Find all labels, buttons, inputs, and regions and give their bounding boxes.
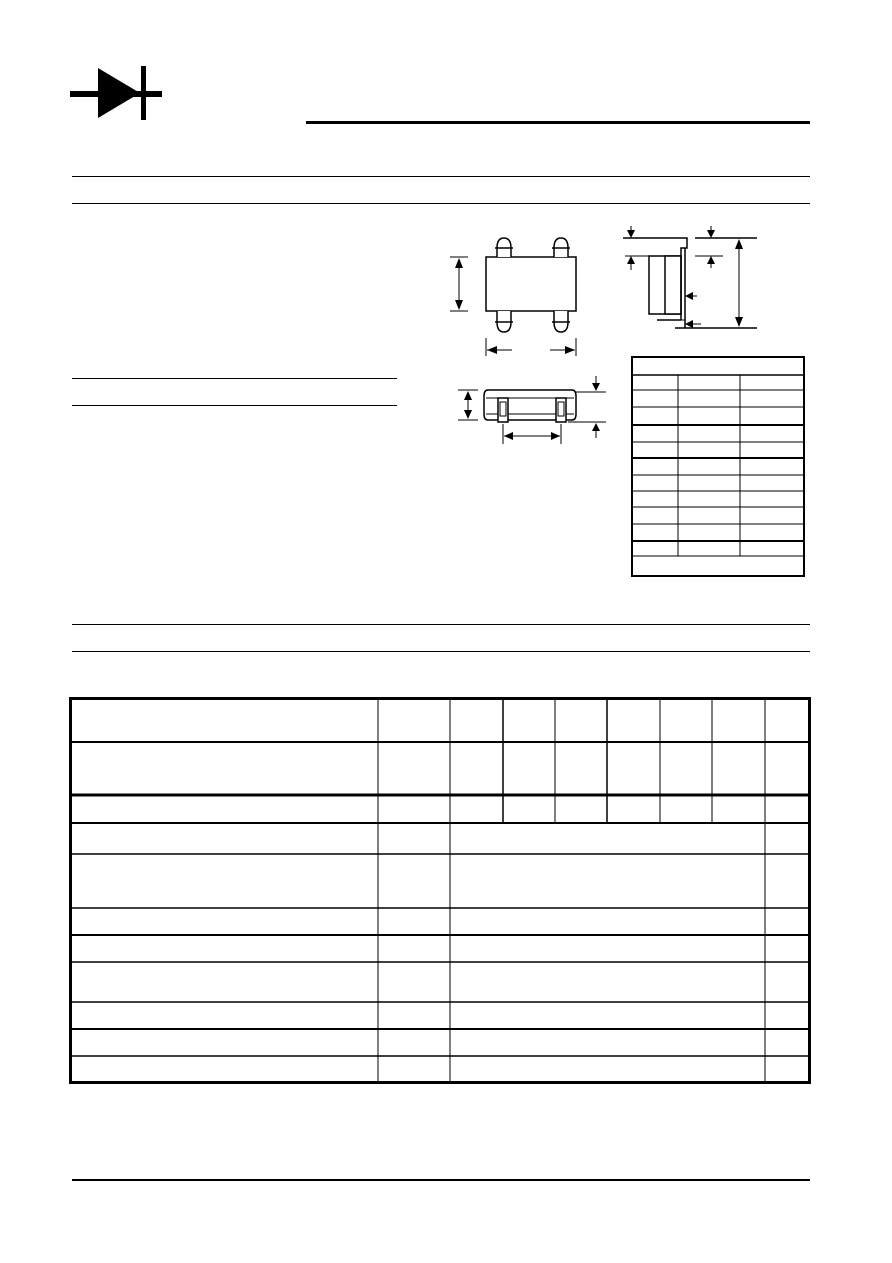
features-rule-bottom (72, 405, 397, 406)
package-side-view-drawing (615, 222, 765, 334)
ratings-rule-top (72, 624, 810, 625)
dimension-table (631, 356, 805, 578)
package-top-view-drawing (440, 226, 600, 362)
ratings-table (69, 697, 812, 1086)
title-rule-top (72, 176, 810, 177)
package-front-view-drawing (450, 372, 610, 452)
footer-rule (72, 1179, 810, 1181)
ratings-rule-bottom (72, 651, 810, 652)
features-rule-top (72, 378, 397, 379)
title-rule-bottom (72, 203, 810, 204)
header-rule (306, 121, 810, 124)
diode-symbol-icon (70, 66, 162, 120)
